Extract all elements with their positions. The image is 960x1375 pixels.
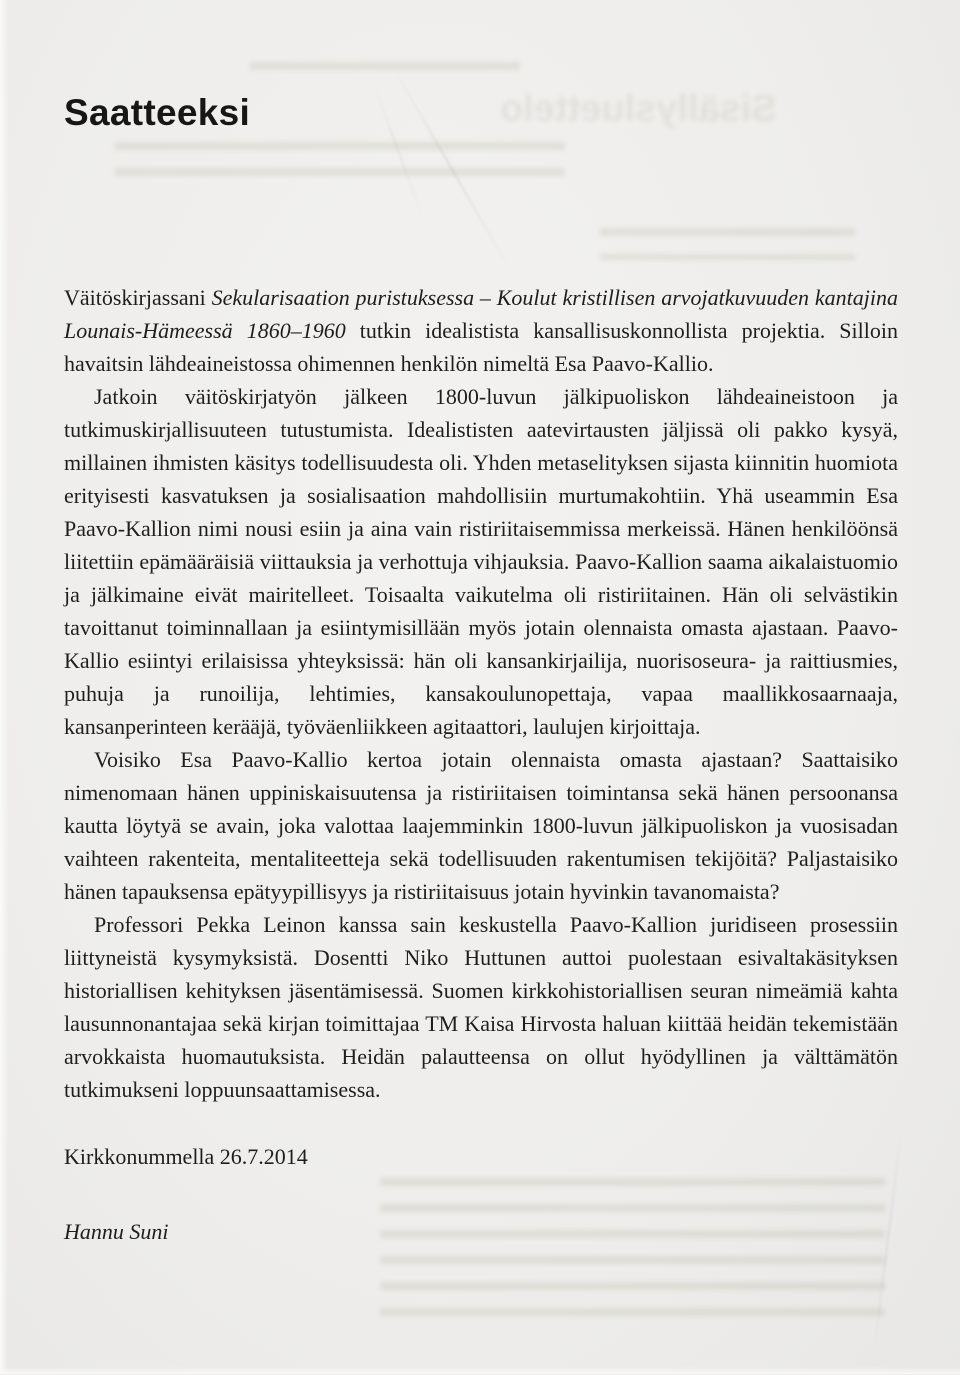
dissertation-title-italic: Sekularisaation puristuksessa – Koulut kristillisen arvojatkuvuuden kantajina Lounais-Hämeessä 1860–1960 <box>64 285 898 343</box>
paragraph-1-text-start: Väitöskirjassani <box>64 285 212 310</box>
dateline: Kirkkonummella 26.7.2014 <box>64 1144 308 1169</box>
paragraph-3 <box>64 743 898 908</box>
paragraph-3-text: Voisiko Esa Paavo-Kallio kertoa jotain olennaista omasta ajastaan? Saattaisiko nimenomaan hänen uppiniskaisuutensa ja ristiriitaisen toimintansa sekä hänen persoonansa kautta löytyä se avain, joka valottaa laajemminkin 1800-luvun jälkipuoliskon ja vuosisadan vaihteen rakenteita, mentaliteetteja sekä todellisuuden rakentumisen tekijöitä? Paljastaisiko hänen tapauksensa epätyypillisyys ja ristiriitaisuus jotain hyvinkin tavanomaista? <box>64 747 898 904</box>
page-content <box>64 0 898 1248</box>
signature: Hannu Suni <box>64 1219 169 1244</box>
paragraph-4 <box>64 908 898 1106</box>
paragraph-2-text: Jatkoin väitöskirjatyön jälkeen 1800-luvun jälkipuoliskon lähdeaineistoon ja tutkimuskirjallisuuteen tutustumista. Idealististen aatevirtausten jäljissä oli pakko kysyä, millainen ihmisten käsitys todellisuudesta oli. Yhden metaselityksen sijasta kiinnitin huomiota erityisesti kasvatuksen ja sosialisaation mahdollisiin murtumakohtiin. Yhä useammin Esa Paavo-Kallion nimi nousi esiin ja aina vain ristiriitaisemmissa merkeissä. Hänen henkilöönsä liitettiin epämääräisiä viittauksia ja verhottuja vihjauksia. Paavo-Kallion saama aikalaistuomio ja jälkimaine eivät mairitelleet. Toisaalta vaikutelma oli ristiriitainen. Hän oli selvästikin tavoittanut toiminnallaan ja esiintymisillään myös jotain olennaista omasta ajastaan. Paavo-Kallio esiintyi erilaisissa yhteyksissä: hän oli kansankirjailija, nuorisoseura- ja raittiusmies, puhuja ja runoilija, lehtimies, kansakoulunopettaja, vapaa maallikkosaarnaaja, kansanperinteen kerääjä, työväenliikkeen agitaattori, laulujen kirjoittaja. <box>64 384 898 739</box>
show-through-heading: Sisällysluettelo <box>500 88 777 130</box>
scan-edge-bottom <box>0 1367 960 1374</box>
paragraph-1 <box>64 281 898 380</box>
page-title: Saatteeksi <box>64 92 251 133</box>
paragraph-4-text: Professori Pekka Leinon kanssa sain keskustella Paavo-Kallion juridiseen prosessiin liittyneistä kysymyksistä. Dosentti Niko Huttunen auttoi puolestaan esivaltakäsityksen historiallisen kehityksen jäsentämisessä. Suomen kirkkohistoriallisen seuran nimeämiä kahta lausunnonantajaa sekä kirjan toimittajaa TM Kaisa Hirvosta haluan kiittää heidän tekemistään arvokkaista huomautuksista. Heidän palautteensa on ollut hyödyllinen ja välttämätön tutkimukseni loppuunsaattamisessa. <box>64 912 898 1102</box>
body-text <box>64 281 898 1106</box>
paragraph-1-text-end: tutkin idealistista kansallisuskonnollista projektia. Silloin havaitsin lähdeaineistossa ohimennen henkilön nimeltä Esa Paavo-Kallio. <box>64 318 898 376</box>
paragraph-2 <box>64 380 898 743</box>
scan-edge-left <box>0 0 8 1374</box>
